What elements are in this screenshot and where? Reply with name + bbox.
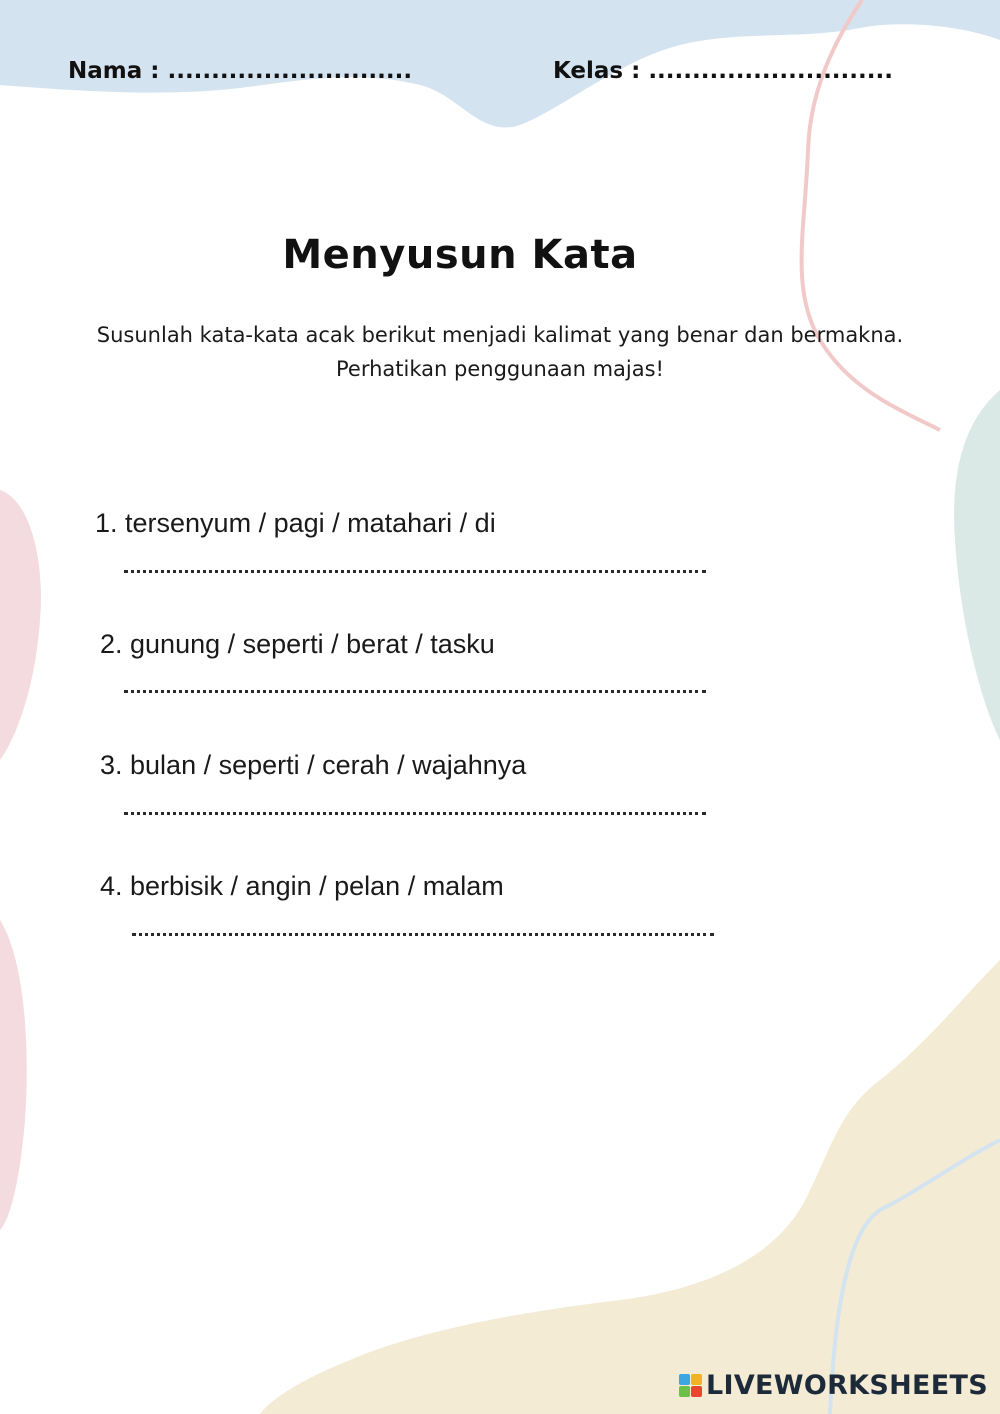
answer-line-4[interactable] — [132, 933, 714, 936]
name-field-label: Nama : ............................ — [68, 58, 413, 84]
answer-line-3[interactable] — [124, 812, 706, 815]
logo-text: LIVEWORKSHEETS — [705, 1370, 988, 1401]
page-title: Menyusun Kata — [282, 232, 638, 278]
logo-square-red — [691, 1386, 702, 1397]
question-4-text: 4. berbisik / angin / pelan / malam — [100, 871, 504, 901]
cream-blob-bottom — [260, 960, 1000, 1414]
mint-blob-right — [954, 390, 1000, 740]
instructions — [30, 318, 970, 386]
instructions-line-1: Susunlah kata-kata acak berikut menjadi kalimat yang benar dan bermakna. — [96, 323, 904, 347]
logo-square-green — [679, 1386, 690, 1397]
answer-line-2[interactable] — [124, 690, 706, 693]
question-1-text: 1. tersenyum / pagi / matahari / di — [95, 508, 496, 538]
question-3-text: 3. bulan / seperti / cerah / wajahnya — [100, 750, 527, 780]
question-2-text: 2. gunung / seperti / berat / tasku — [100, 629, 495, 659]
logo-square-blue — [679, 1374, 690, 1385]
logo-square-yellow — [691, 1374, 702, 1385]
instructions-line-2: Perhatikan penggunaan majas! — [336, 357, 664, 381]
liveworksheets-logo — [679, 1370, 988, 1401]
logo-grid-icon — [679, 1374, 702, 1397]
pink-blob-left-bottom — [0, 920, 27, 1230]
answer-line-1[interactable] — [124, 570, 706, 573]
pink-blob-left — [0, 490, 41, 760]
class-field-label: Kelas : ............................ — [553, 58, 893, 84]
